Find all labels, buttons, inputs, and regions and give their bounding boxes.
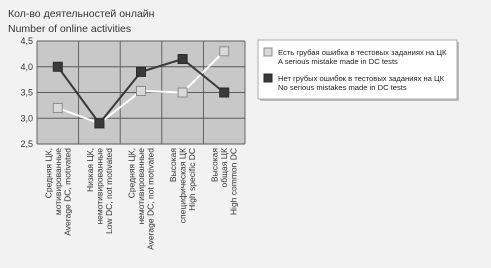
series-1-point [53, 103, 62, 112]
x-category-label-line: Высокая [168, 148, 179, 183]
legend-label-1: A serious mistake made in DC tests [278, 57, 398, 66]
series-2-point [178, 55, 187, 64]
x-category-label-line: немотивированные [94, 148, 105, 225]
x-category-label-line: Средняя ЦК, [43, 148, 54, 199]
x-category-label-line: Average DC, not motivated [145, 148, 156, 250]
legend-label-1: Есть грубая ошибка в тестовых заданиях на ЦК [278, 48, 447, 57]
series-1-point [137, 86, 146, 95]
series-2-point [137, 67, 146, 76]
x-category-label [43, 148, 72, 236]
chart-title-line-ru: Кол-во деятельностей онлайн [8, 8, 155, 20]
x-category-label [210, 148, 239, 215]
y-tick-label: 3,0 [20, 113, 33, 124]
x-category-label [85, 148, 114, 234]
x-category-label-line: High specific DC [187, 148, 198, 211]
chart-title [8, 8, 155, 35]
y-tick-label: 2,5 [20, 139, 33, 149]
series-1-point [178, 88, 187, 97]
x-category-label [127, 148, 156, 250]
legend-marker-1 [264, 48, 272, 56]
x-category-label-line: High common DC [228, 148, 239, 216]
x-category-label-line: Средняя ЦК, [126, 148, 137, 199]
x-category-label-line: Высокая [209, 148, 220, 183]
legend-marker-2 [264, 74, 272, 82]
chart-title-line-en: Number of online activities [8, 23, 132, 35]
x-category-label [168, 148, 197, 224]
y-tick-label: 4,0 [20, 61, 33, 72]
series-2-point [95, 119, 104, 128]
series-2-point [220, 88, 229, 97]
series-2-point [53, 62, 62, 71]
legend [258, 40, 459, 101]
y-tick-label: 4,5 [20, 36, 33, 46]
y-tick-label: 3,5 [20, 87, 33, 98]
series-1-point [220, 47, 229, 56]
x-category-label-line: Average DC, motivated [62, 148, 73, 236]
x-category-label-line: Low DC, not motivated [103, 148, 114, 234]
x-category-label-line: общая ЦК [219, 148, 230, 188]
x-category-label-line: мотивированные [52, 148, 63, 216]
x-category-label-line: Низкая ЦК, [84, 148, 95, 192]
x-category-label-line: специфическая ЦК [177, 148, 188, 224]
legend-label-2: Нет грубых ошибок в тестовых заданиях на ЦК [278, 74, 445, 83]
plot-area [20, 36, 245, 250]
x-category-label-line: немотивированные [136, 148, 146, 225]
legend-label-2: No serious mistakes made in DC tests [278, 83, 407, 92]
